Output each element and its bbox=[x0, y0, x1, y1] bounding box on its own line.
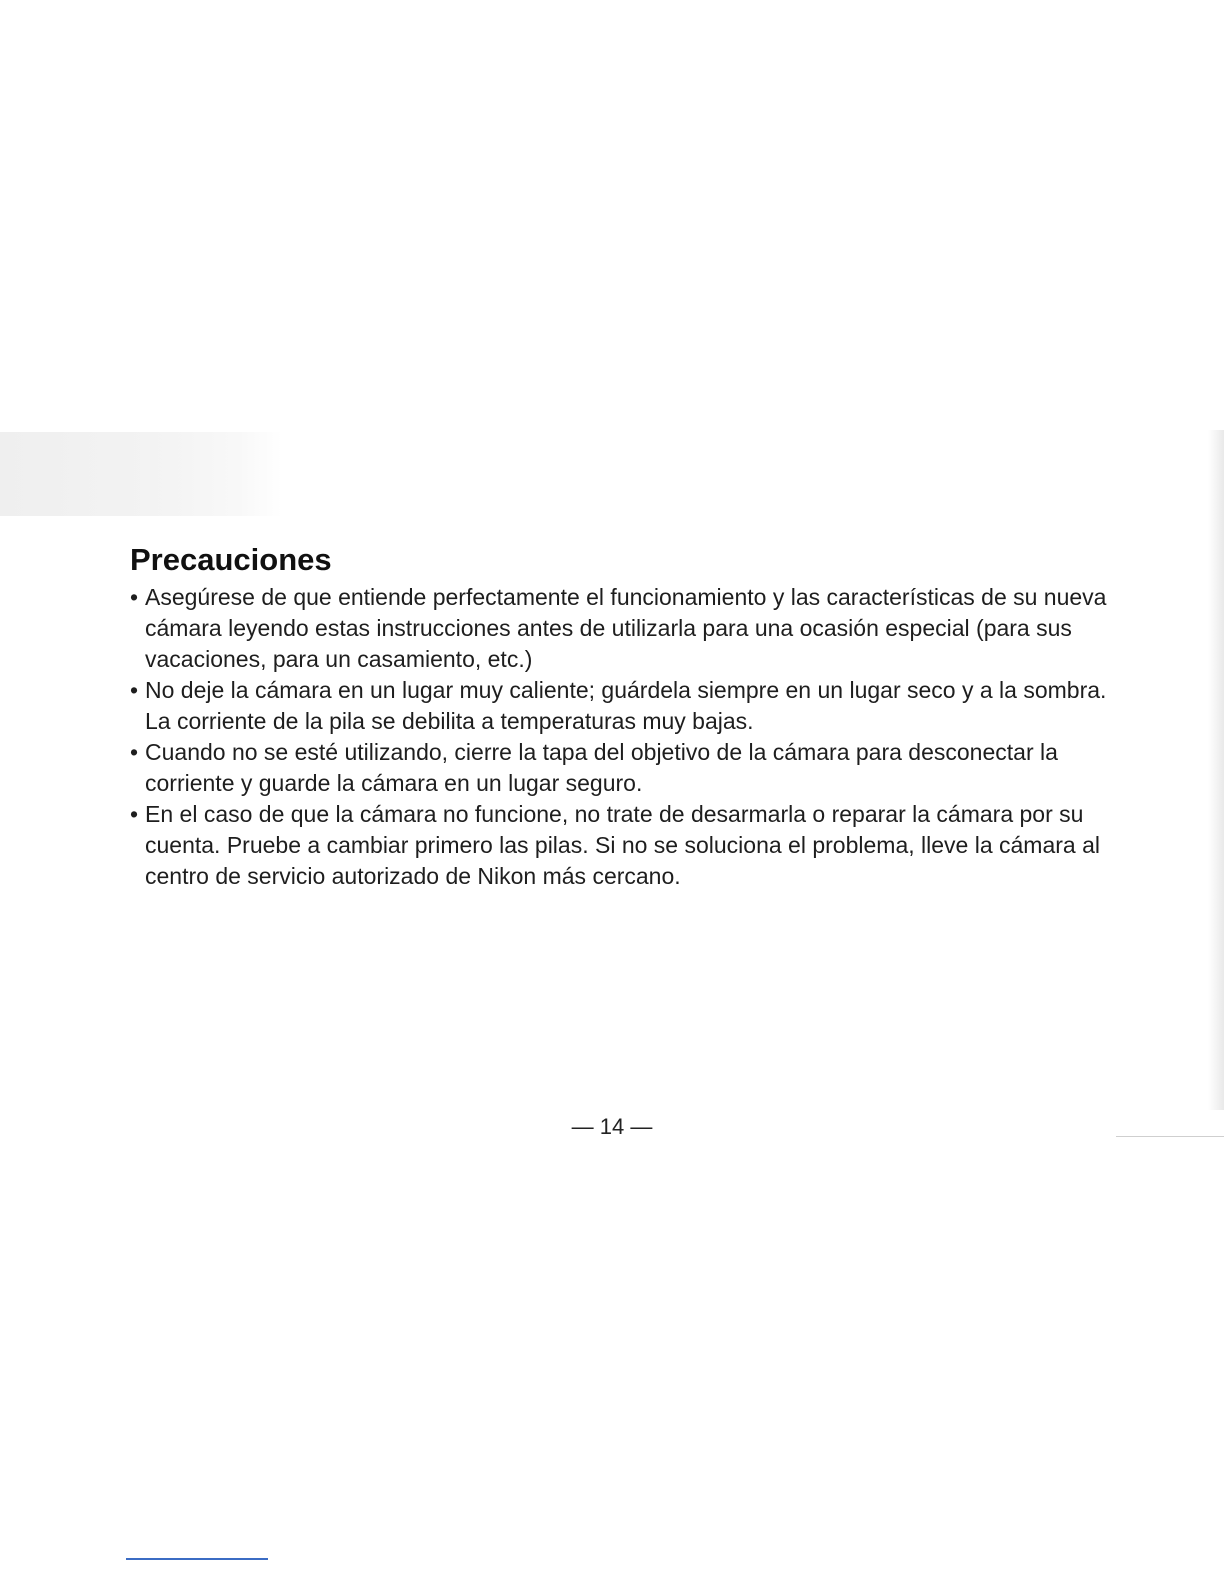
scan-artifact-bottom-line bbox=[126, 1558, 268, 1560]
list-item bbox=[130, 582, 1110, 675]
page-number: — 14 — bbox=[571, 1114, 653, 1139]
list-item-text: No deje la cámara en un lugar muy caliente; guárdela siempre en un lugar seco y a la sombra. La corriente de la pila se debilita a temperaturas muy bajas. bbox=[145, 677, 1107, 734]
list-item bbox=[130, 675, 1110, 737]
bullet-icon: • bbox=[130, 677, 139, 703]
list-item bbox=[130, 799, 1110, 892]
list-item-text: Cuando no se esté utilizando, cierre la tapa del objetivo de la cámara para desconectar la corriente y guarde la cámara en un lugar seguro. bbox=[145, 739, 1058, 796]
precautions-section bbox=[130, 538, 1110, 892]
bullet-icon: • bbox=[130, 584, 139, 610]
precautions-list bbox=[130, 582, 1110, 892]
section-title: Precauciones bbox=[130, 542, 332, 577]
bullet-icon: • bbox=[130, 739, 139, 765]
bullet-icon: • bbox=[130, 801, 139, 827]
scan-artifact-smudge bbox=[0, 432, 282, 516]
list-item bbox=[130, 737, 1110, 799]
list-item-text: En el caso de que la cámara no funcione, no trate de desarmarla o reparar la cámara por su cuenta. Pruebe a cambiar primero las pilas. Si no se soluciona el problema, lleve la cámara al centro de servicio autorizado de Nikon más cercano. bbox=[145, 801, 1100, 889]
scan-artifact-right-edge bbox=[1208, 430, 1224, 1110]
list-item-text: Asegúrese de que entiende perfectamente el funcionamiento y las características de su nueva cámara leyendo estas instrucciones antes de utilizarla para una ocasión especial (para sus vacaciones, para un casamiento, etc.) bbox=[145, 584, 1107, 672]
